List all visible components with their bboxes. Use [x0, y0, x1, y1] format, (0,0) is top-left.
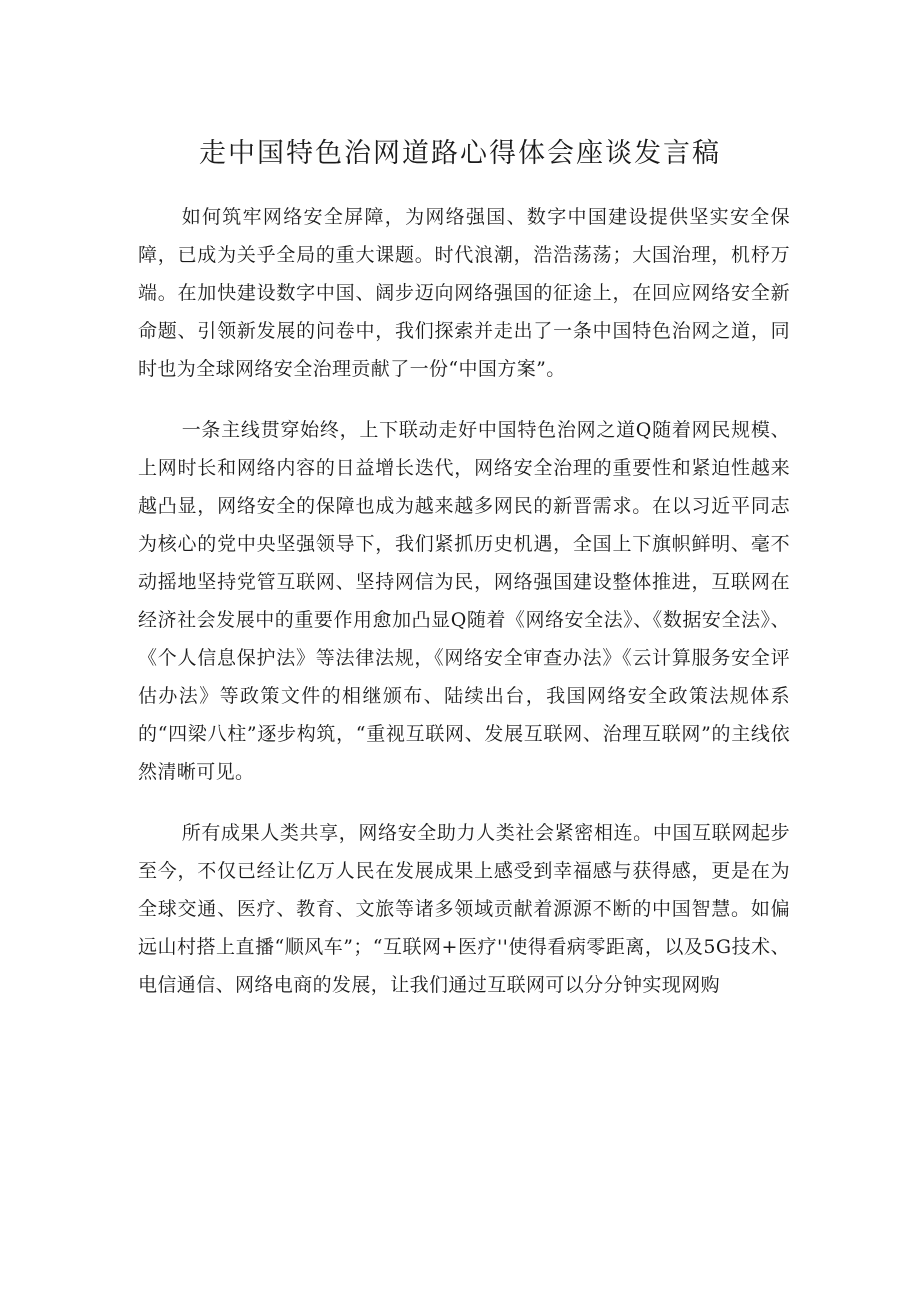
paragraph-1: 如何筑牢网络安全屏障，为网络强国、数字中国建设提供坚实安全保障，已成为关乎全局的重大课题。时代浪潮，浩浩荡荡；大国治理，机杼万端。在加快建设数字中国、阔步迈向网络强国的征途上，在回应网络安全新命题、引领新发展的问卷中，我们探索并走出了一条中国特色治网之道，同时也为全球网络安全治理贡献了一份“中国方案”。	[138, 206, 790, 380]
paragraph-2: 一条主线贯穿始终，上下联动走好中国特色治网之道Q随着网民规模、上网时长和网络内容的日益增长迭代，网络安全治理的重要性和紧迫性越来越凸显，网络安全的保障也成为越来越多网民的新晋需求。在以习近平同志为核心的党中央坚强领导下，我们紧抓历史机遇，全国上下旗帜鲜明、毫不动摇地坚持党管互联网、坚持网信为民，网络强国建设整体推进，互联网在经济社会发展中的重要作用愈加凸显Q随着《网络安全法》、《数据安全法》、《个人信息保护法》等法律法规，《网络安全审查办法》《云计算服务安全评估办法》等政策文件的相继颁布、陆续出台，我国网络安全政策法规体系的“四梁八柱”逐步构筑，“重视互联网、发展互联网、治理互联网”的主线依然清晰可见。	[138, 419, 790, 783]
document-title: 走中国特色治网道路心得体会座谈发言稿	[199, 138, 721, 169]
paragraph-3: 所有成果人类共享，网络安全助力人类社会紧密相连。中国互联网起步至今，不仅已经让亿万人民在发展成果上感受到幸福感与获得感，更是在为全球交通、医疗、教育、文旅等诸多领域贡献着源源不断的中国智慧。如偏远山村搭上直播“顺风车”；“互联网+医疗''使得看病零距离，以及5G技术、电信通信、网络电商的发展，让我们通过互联网可以分分钟实现网购	[138, 822, 790, 996]
document-body	[138, 198, 790, 1004]
